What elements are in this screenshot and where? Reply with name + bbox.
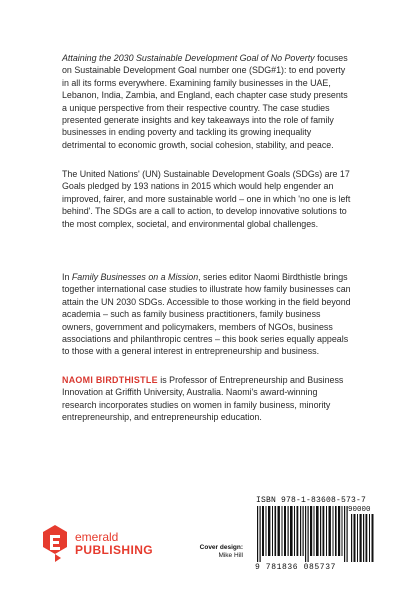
series-title: Family Businesses on a Mission	[71, 272, 199, 282]
book-title: Attaining the 2030 Sustainable Development Goal of No Poverty	[62, 53, 315, 63]
blurb-p3-post: , series editor Naomi Birdthistle brings together international case studies to illustrate how family businesses can attain the UN 2030 SDGs. Accessible to those working in the field beyond academia – such as family business practitioners, family business owners, government and policymakers, members of NGOs, business associations and philanthropic centres – this book series equally appeals to those with a general interest in entrepreneurship and business.	[62, 272, 351, 357]
blurb-paragraph-3	[62, 271, 352, 358]
publisher-logo	[40, 523, 160, 569]
isbn-label: ISBN 978-1-83608-573-7	[256, 496, 367, 505]
blurb-p2-text: The United Nations' (UN) Sustainable Development Goals (SDGs) are 17 Goals pledged by 193 nations in 2015 which would help engender an improved, fairer, and more sustainable world – one in which 'no one is left behind'. The SDGs are a call to action, to develop innovative solutions to the most complex, societal, and environmental global challenges.	[62, 169, 351, 229]
blurb-paragraph-2	[62, 168, 352, 230]
cover-designer-name: Mike Hill	[218, 552, 243, 559]
author-bio	[62, 374, 352, 424]
publisher-name-line1: emerald	[75, 530, 119, 544]
blurb-p1-body: focuses on Sustainable Development Goal number one (SDG#1): to end poverty in all its forms everywhere. Examining family businesses in the UAE, Lebanon, India, Zambia, and England, each chapter case study presents a unique perspective from their respective country. The case studies presented generate insights and key takeaways into the role of family businesses in ending poverty and tackling its growing inequality detrimental to economic growth, social cohesion, stability, and peace.	[62, 53, 348, 150]
barcode-addon-digits: 90000	[348, 506, 371, 514]
emerald-logo-icon	[40, 523, 70, 563]
author-bio-text: is Professor of Entrepreneurship and Business Innovation at Griffith University, Australia. Naomi's award-winning research incorporates studies on women in family business, minority entrepreneurship, and entrepreneurship education.	[62, 375, 344, 423]
blurb-p3-pre: In	[62, 272, 72, 282]
blurb-paragraph-1	[62, 52, 352, 151]
author-name: NAOMI BIRDTHISTLE	[62, 375, 158, 385]
barcode-digits: 9 781836 085737	[255, 563, 337, 572]
barcode-image	[255, 506, 375, 562]
cover-design-label: Cover design:	[199, 544, 243, 551]
publisher-name-line2: PUBLISHING	[75, 543, 154, 557]
